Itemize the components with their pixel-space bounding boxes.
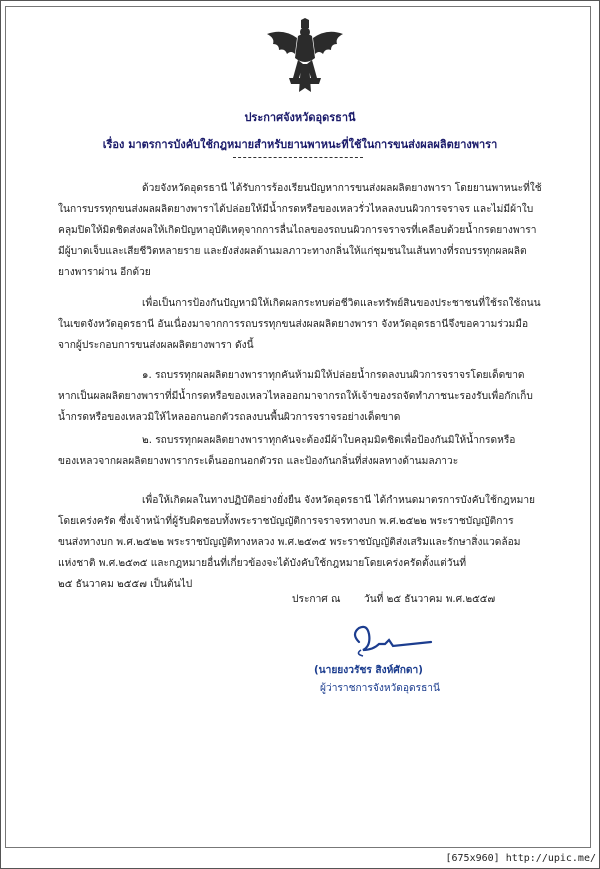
paragraph-line: มีผู้บาดเจ็บและเสียชีวิตหลายราย และยังส่งผลด้านมลภาวะทางกลิ่นให้แก่ชุมชนในเส้นทางที่รถบรรทุกผลผลิต (58, 246, 527, 257)
paragraph-line: ของเหลวจากผลผลิตยางพารากระเด็นออกนอกตัวรถ และป้องกันกลิ่นที่ส่งผลทางด้านมลภาวะ (58, 456, 459, 467)
image-host-watermark: [675x960] http://upic.me/ (445, 853, 596, 864)
paragraph-line: ๑. รถบรรทุกผลผลิตยางพาราทุกคันห้ามมิให้ปล่อยน้ำกรดลงบนผิวการจราจรโดยเด็ดขาด (142, 370, 525, 381)
paragraph-line: ยางพาราผ่าน อีกด้วย (58, 267, 151, 278)
title-divider (233, 157, 363, 158)
paragraph-line: ๒. รถบรรทุกผลผลิตยางพาราทุกคันจะต้องมีผ้าใบคลุมมิดชิดเพื่อป้องกันมิให้น้ำกรดหรือ (142, 435, 516, 446)
paragraph-1 (58, 178, 542, 283)
paragraph-line: คลุมปิดให้มิดชิดส่งผลให้เกิดปัญหาอุบัติเหตุจากการลื่นไถลของรถบนผิวการจราจรที่เคลือบด้วยน้ำกรดยางพารา (58, 225, 537, 236)
announcement-subject: เรื่อง มาตรการบังคับใช้กฎหมายสำหรับยานพาหนะที่ใช้ในการขนส่งผลผลิตยางพารา (102, 138, 498, 151)
paragraph-line: ๒๕ ธันวาคม ๒๕๕๗ เป็นต้นไป (58, 579, 193, 590)
announcement-title: ประกาศจังหวัดอุดรธานี (244, 111, 356, 124)
paragraph-line: ด้วยจังหวัดอุดรธานี ได้รับการร้องเรียนปัญหาการขนส่งผลผลิตยางพารา โดยยานพาหนะที่ใช้ (142, 183, 542, 194)
announce-date: วันที่ ๒๕ ธันวาคม พ.ศ.๒๕๕๗ (364, 594, 496, 605)
signature-icon (345, 620, 435, 660)
paragraph-line: หากเป็นผลผลิตยางพาราที่มีน้ำกรดหรือของเหลวไหลออกมาจากรถให้เจ้าของรถจัดทำภาชนะรองรับเพื่อกักเก็บ (58, 391, 533, 402)
paragraph-line: ในการบรรทุกขนส่งผลผลิตยางพาราได้ปล่อยให้มีน้ำกรดหรือของเหลวรั่วไหลลงบนผิวการจราจร และไม่มีผ้าใบ (58, 204, 534, 215)
paragraph-line: น้ำกรดหรือของเหลวมิให้ไหลออกนอกตัวรถลงบนพื้นผิวการจราจรอย่างเด็ดขาด (58, 412, 401, 423)
paragraph-5 (58, 490, 535, 595)
paragraph-line: เพื่อเป็นการป้องกันปัญหามิให้เกิดผลกระทบต่อชีวิตและทรัพย์สินของประชาชนที่ใช้รถใช้ถนน (142, 298, 541, 309)
paragraph-line: ในเขตจังหวัดอุดรธานี อันเนื่องมาจากการรถบรรทุกขนส่งผลผลิตยางพารา จังหวัดอุดรธานีจึงขอความร่วมมือ (58, 319, 529, 330)
paragraph-line: แห่งชาติ พ.ศ.๒๕๓๕ และกฎหมายอื่นที่เกี่ยวข้องจะได้บังคับใช้กฎหมายโดยเคร่งครัดตั้งแต่วันที่ (58, 558, 467, 569)
paragraph-2 (58, 293, 541, 356)
paragraph-line: จากผู้ประกอบการขนส่งผลผลิตยางพารา ดังนี้ (58, 340, 254, 351)
paragraph-3 (58, 365, 533, 428)
paragraph-line: โดยเคร่งครัด ซึ่งเจ้าหน้าที่ผู้รับผิดชอบทั้งพระราชบัญญัติการจราจรทางบก พ.ศ.๒๕๒๒ พระราชบัญญัติการ (58, 516, 514, 527)
paragraph-4 (58, 430, 515, 472)
announce-label: ประกาศ ณ (292, 594, 341, 605)
paragraph-line: เพื่อให้เกิดผลในทางปฏิบัติอย่างยั่งยืน จังหวัดอุดรธานี ได้กำหนดมาตรการบังคับใช้กฎหมาย (142, 495, 536, 506)
garuda-emblem-icon (265, 18, 345, 94)
signer-title: ผู้ว่าราชการจังหวัดอุดรธานี (320, 683, 440, 694)
signer-name: (นายยงวรัชร สิงห์ศักดา) (314, 665, 423, 676)
paragraph-line: ขนส่งทางบก พ.ศ.๒๕๒๒ พระราชบัญญัติทางหลวง พ.ศ.๒๕๓๕ พระราชบัญญัติส่งเสริมและรักษาสิ่งแวดล้อม (58, 537, 521, 548)
